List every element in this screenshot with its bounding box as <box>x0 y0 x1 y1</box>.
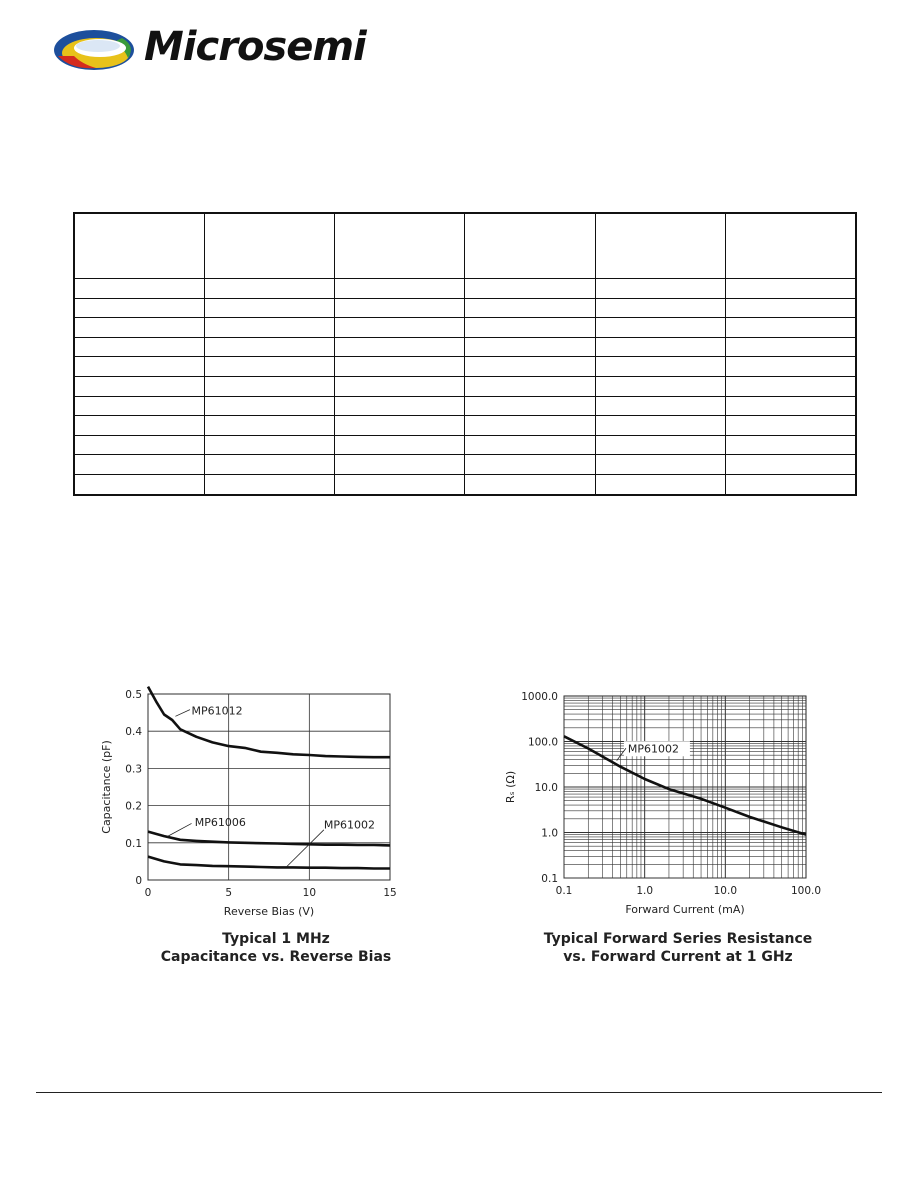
table-cell <box>74 357 204 377</box>
table-cell <box>465 455 595 475</box>
table-cell <box>335 376 465 396</box>
table-row <box>74 474 856 494</box>
series-label: MP61002 <box>627 742 680 756</box>
x-axis-title: Forward Current (mA) <box>625 903 745 916</box>
table-row <box>74 318 856 338</box>
y-tick-label: 1.0 <box>541 827 558 840</box>
table-row <box>74 396 856 416</box>
table-cell <box>204 455 334 475</box>
annotation-leader <box>175 710 190 717</box>
table-cell <box>726 435 856 455</box>
table-cell <box>465 318 595 338</box>
table-cell <box>465 357 595 377</box>
series-line-mp61012 <box>148 687 390 758</box>
series-line-mp61006 <box>148 832 390 846</box>
y-tick-label: 0.2 <box>125 800 142 813</box>
series-resistance-chart-caption <box>528 930 828 966</box>
y-tick-label: 0.4 <box>125 726 142 739</box>
table-cell <box>74 376 204 396</box>
table-cell <box>74 337 204 357</box>
table-row <box>74 279 856 299</box>
capacitance-plot <box>96 686 406 921</box>
table-cell <box>74 298 204 318</box>
annotation-leader <box>287 830 324 867</box>
table-cell <box>726 416 856 436</box>
y-tick-label: 0.5 <box>125 689 142 701</box>
table-cell <box>595 455 725 475</box>
y-tick-label: 0 <box>135 875 142 887</box>
table-cell <box>595 474 725 494</box>
table-cell <box>465 279 595 299</box>
table-cell <box>595 376 725 396</box>
y-tick-label: 0.1 <box>541 873 558 885</box>
table-cell <box>595 416 725 436</box>
table-cell <box>204 213 334 279</box>
series-label: MP61006 <box>194 816 246 830</box>
microsemi-logo <box>52 26 382 76</box>
table-cell <box>465 376 595 396</box>
y-tick-label: 100.0 <box>527 736 558 749</box>
table-cell <box>74 279 204 299</box>
x-tick-label: 10.0 <box>713 885 738 897</box>
table-cell <box>204 376 334 396</box>
table-cell <box>726 279 856 299</box>
y-axis-title: Rₛ (Ω) <box>504 770 517 804</box>
table-cell <box>595 279 725 299</box>
table-cell <box>335 279 465 299</box>
capacitance-chart-subtitle: Capacitance vs. Reverse Bias <box>160 949 392 965</box>
x-tick-label: 0.1 <box>555 885 573 897</box>
y-tick-label: 10.0 <box>534 782 558 794</box>
x-tick-label: 1.0 <box>636 885 654 897</box>
table-cell <box>726 376 856 396</box>
table-cell <box>204 474 334 494</box>
series-label: MP61012 <box>191 704 243 718</box>
table-row <box>74 376 856 396</box>
table-cell <box>595 337 725 357</box>
table-cell <box>726 318 856 338</box>
table-cell <box>595 318 725 338</box>
table-cell <box>74 213 204 279</box>
table-cell <box>335 337 465 357</box>
series-line-mp61002 <box>148 857 390 869</box>
capacitance-chart-title: Typical 1 MHz <box>222 931 330 947</box>
table-cell <box>465 213 595 279</box>
x-tick-label: 10 <box>302 887 317 899</box>
table-cell <box>726 396 856 416</box>
series-resistance-chart-title: Typical Forward Series Resistance <box>543 931 813 947</box>
annotation-leader <box>167 823 191 836</box>
table-cell <box>335 416 465 436</box>
table-cell <box>74 396 204 416</box>
table-cell <box>74 435 204 455</box>
table-cell <box>335 318 465 338</box>
table-cell <box>74 455 204 475</box>
x-tick-label: 5 <box>225 887 233 899</box>
x-tick-label: 100.0 <box>790 885 822 897</box>
y-axis-title: Capacitance (pF) <box>100 740 113 834</box>
table-cell <box>726 337 856 357</box>
y-tick-label: 1000.0 <box>521 691 558 703</box>
logo-wordmark: Microsemi <box>144 24 366 70</box>
table-cell <box>465 337 595 357</box>
table-row <box>74 357 856 377</box>
table-cell <box>595 298 725 318</box>
table-cell <box>204 357 334 377</box>
x-tick-label: 0 <box>144 887 152 899</box>
table-cell <box>335 474 465 494</box>
table-cell <box>465 298 595 318</box>
table-cell <box>595 357 725 377</box>
table-cell <box>335 298 465 318</box>
table-cell <box>465 416 595 436</box>
table-row <box>74 298 856 318</box>
series-resistance-chart-subtitle: vs. Forward Current at 1 GHz <box>563 949 793 965</box>
table-cell <box>204 416 334 436</box>
table-row <box>74 455 856 475</box>
table-cell <box>465 396 595 416</box>
table-row <box>74 337 856 357</box>
table-cell <box>204 298 334 318</box>
table-cell <box>726 298 856 318</box>
table-cell <box>726 474 856 494</box>
table-cell <box>595 435 725 455</box>
x-axis-title: Reverse Bias (V) <box>223 905 315 918</box>
table-cell <box>74 318 204 338</box>
x-tick-label: 15 <box>383 887 397 899</box>
table-cell <box>74 416 204 436</box>
table-row <box>74 435 856 455</box>
table-cell <box>204 318 334 338</box>
table-cell <box>465 474 595 494</box>
table-cell <box>595 396 725 416</box>
table-row <box>74 416 856 436</box>
table-cell <box>726 455 856 475</box>
logo-swirl-icon <box>52 26 138 74</box>
table-cell <box>465 435 595 455</box>
table-cell <box>335 396 465 416</box>
table-cell <box>204 435 334 455</box>
table-cell <box>335 435 465 455</box>
table-cell <box>335 455 465 475</box>
table-cell <box>726 357 856 377</box>
table-cell <box>595 213 725 279</box>
table-header-row <box>74 213 856 279</box>
table-cell <box>335 357 465 377</box>
specification-table <box>73 212 857 496</box>
table-cell <box>74 474 204 494</box>
table-cell <box>204 279 334 299</box>
y-tick-label: 0.3 <box>125 763 142 776</box>
table-cell <box>335 213 465 279</box>
plot-frame <box>148 694 390 880</box>
capacitance-chart-caption <box>126 930 426 966</box>
table-cell <box>204 396 334 416</box>
table-cell <box>204 337 334 357</box>
series-resistance-plot <box>496 686 826 921</box>
footer-rule <box>36 1092 882 1093</box>
y-tick-label: 0.1 <box>125 837 142 850</box>
series-label: MP61002 <box>323 818 375 832</box>
table-cell <box>726 213 856 279</box>
